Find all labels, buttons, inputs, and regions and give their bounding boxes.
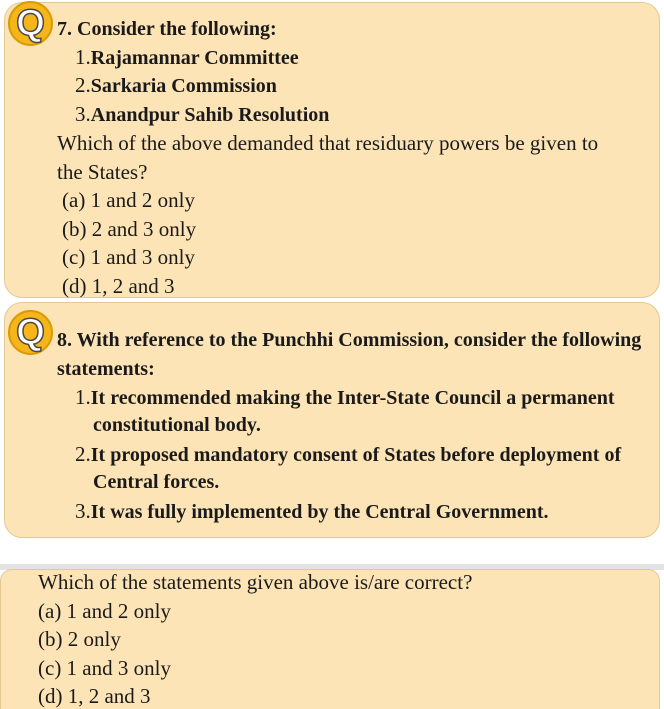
question-badge-icon: Q [8,1,53,46]
q8-statement-1: 1.It recommended making the Inter-State Council a permanent [75,385,615,409]
q8-stem-line-2: statements: [57,358,155,380]
q7-question-line-1: Which of the above demanded that residuary powers be given to [57,131,599,155]
q8-option-b: (b) 2 only [38,627,121,651]
q7-option-d: (d) 1, 2 and 3 [62,274,175,298]
q7-question-line-2: the States? [57,160,148,184]
q8-statement-3: 3.It was fully implemented by the Central Government. [75,499,549,523]
q8-option-d: (d) 1, 2 and 3 [38,684,151,708]
q7-option-b: (b) 2 and 3 only [62,217,197,241]
q7-stem: 7. Consider the following: [57,18,277,40]
q8-question: Which of the statements given above is/are correct? [38,570,473,594]
q7-item-3: 3.Anandpur Sahib Resolution [75,102,330,126]
q8-stem-line-1: 8. With reference to the Punchhi Commission, consider the following [57,329,642,351]
q8-statement-1-cont: constitutional body. [93,414,261,436]
q7-option-c: (c) 1 and 3 only [62,245,195,269]
q7-option-a: (a) 1 and 2 only [62,188,195,212]
q8-option-a: (a) 1 and 2 only [38,599,171,623]
question-badge-icon: Q [8,310,53,355]
q8-statement-2-cont: Central forces. [93,471,220,493]
q7-item-1: 1.Rajamannar Committee [75,45,299,69]
q8-statement-2: 2.It proposed mandatory consent of States before deployment of [75,442,622,466]
q8-option-c: (c) 1 and 3 only [38,656,171,680]
q7-item-2: 2.Sarkaria Commission [75,73,277,97]
